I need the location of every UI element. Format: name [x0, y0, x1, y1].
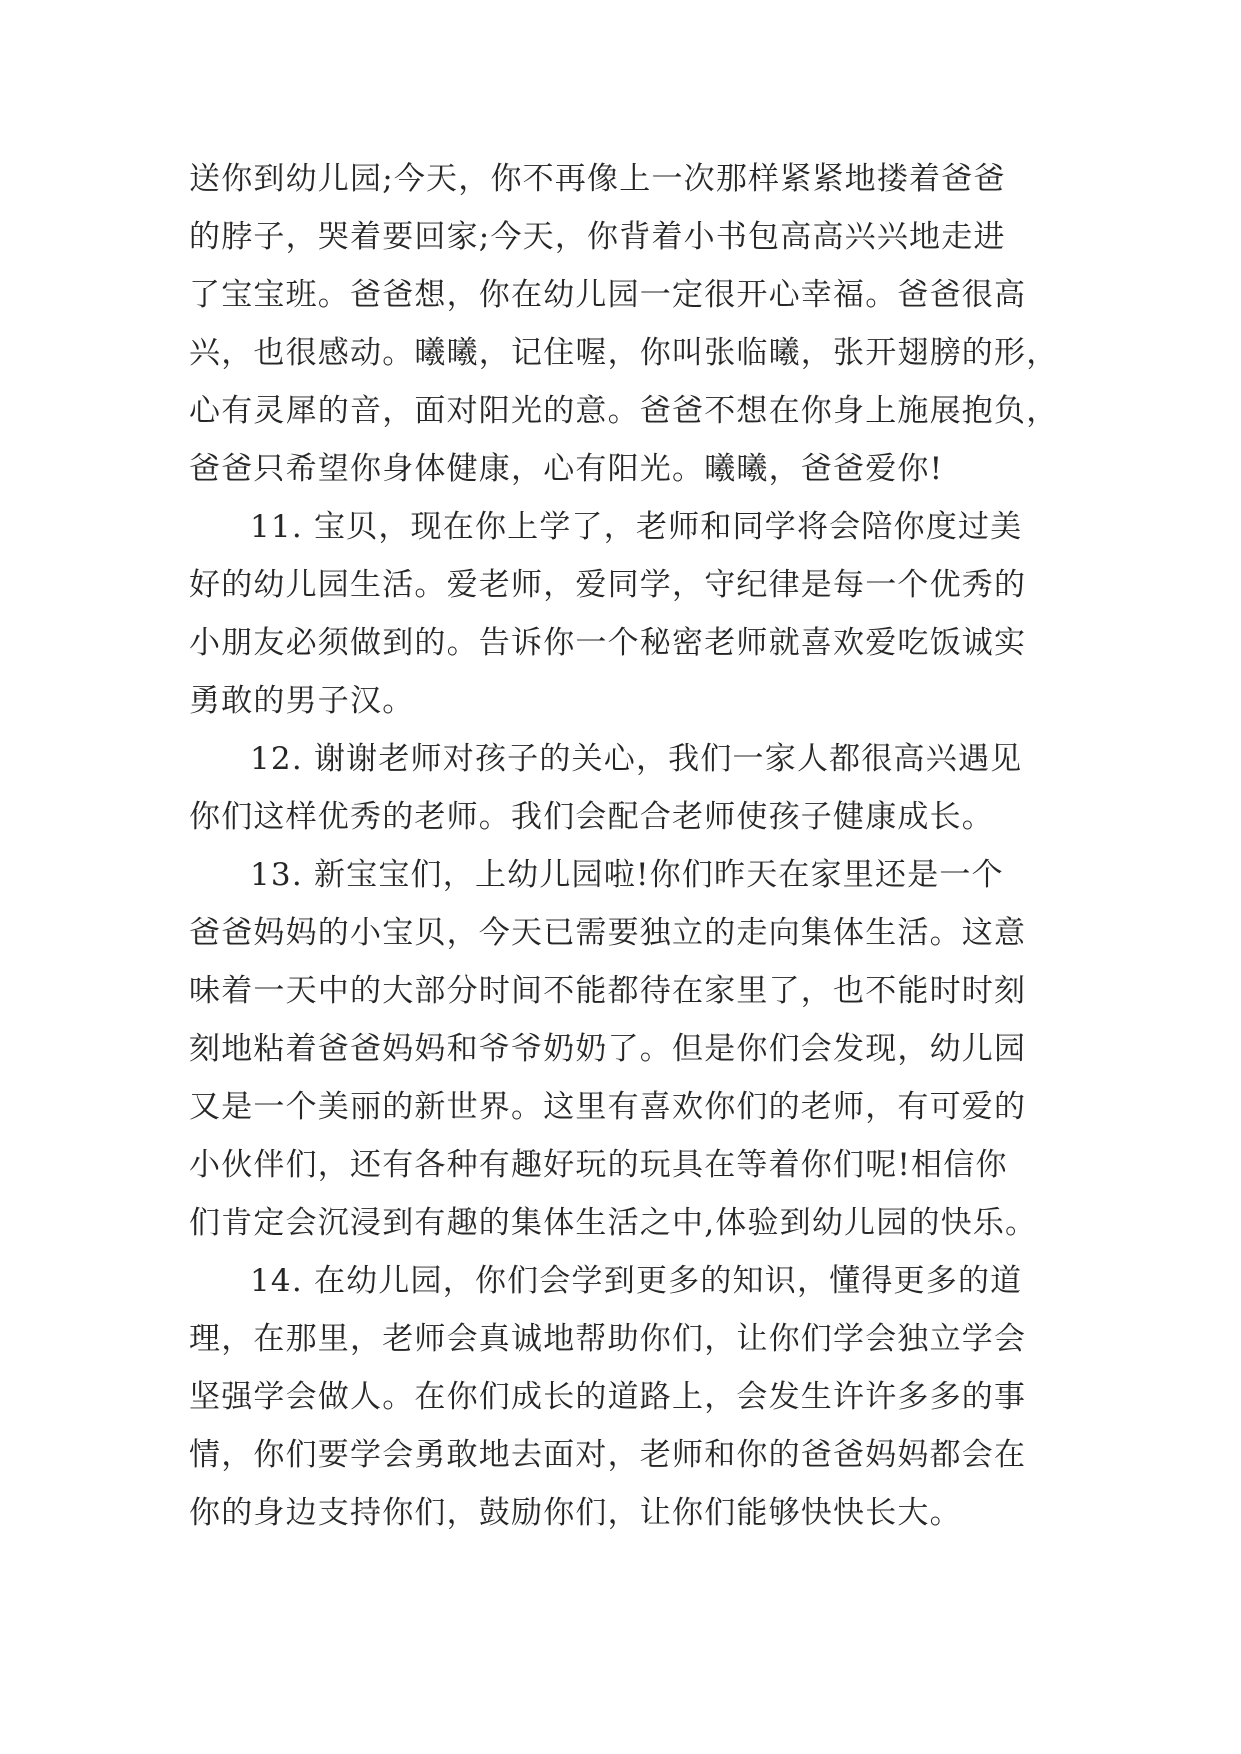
text-line: 心有灵犀的音，面对阳光的意。爸爸不想在你身上施展抱负，	[189, 393, 1059, 429]
text-line: 味着一天中的大部分时间不能都待在家里了，也不能时时刻	[189, 973, 1027, 1009]
paragraph-11-first-line: 11. 宝贝，现在你上学了，老师和同学将会陪你度过美	[250, 509, 1023, 545]
paragraph-14-first-line: 14. 在幼儿园，你们会学到更多的知识，懂得更多的道	[250, 1263, 1023, 1299]
text-line: 刻地粘着爸爸妈妈和爷爷奶奶了。但是你们会发现，幼儿园	[189, 1031, 1027, 1067]
text-line: 送你到幼儿园;今天，你不再像上一次那样紧紧地搂着爸爸	[189, 161, 1006, 197]
text-line: 理，在那里，老师会真诚地帮助你们，让你们学会独立学会	[189, 1321, 1027, 1357]
text-line: 坚强学会做人。在你们成长的道路上，会发生许许多多的事	[189, 1379, 1027, 1415]
paragraph-13-first-line: 13. 新宝宝们，上幼儿园啦!你们昨天在家里还是一个	[250, 857, 1004, 893]
text-line: 你的身边支持你们，鼓励你们，让你们能够快快长大。	[189, 1495, 962, 1531]
text-line: 情，你们要学会勇敢地去面对，老师和你的爸爸妈妈都会在	[189, 1437, 1027, 1473]
text-line: 你们这样优秀的老师。我们会配合老师使孩子健康成长。	[189, 799, 994, 835]
text-line: 爸爸只希望你身体健康，心有阳光。曦曦，爸爸爱你!	[189, 451, 944, 487]
text-line: 小伙伴们，还有各种有趣好玩的玩具在等着你们呢!相信你	[189, 1147, 1008, 1183]
text-line: 好的幼儿园生活。爱老师，爱同学，守纪律是每一个优秀的	[189, 567, 1027, 603]
text-line: 又是一个美丽的新世界。这里有喜欢你们的老师，有可爱的	[189, 1089, 1027, 1125]
text-line: 了宝宝班。爸爸想，你在幼儿园一定很开心幸福。爸爸很高	[189, 277, 1027, 313]
text-line: 们肯定会沉浸到有趣的集体生活之中,体验到幼儿园的快乐。	[189, 1205, 1038, 1241]
text-line: 勇敢的男子汉。	[189, 683, 415, 719]
text-line: 兴，也很感动。曦曦，记住喔，你叫张临曦，张开翅膀的形，	[189, 335, 1059, 371]
text-line: 小朋友必须做到的。告诉你一个秘密老师就喜欢爱吃饭诚实	[189, 625, 1027, 661]
text-line: 的脖子，哭着要回家;今天，你背着小书包高高兴兴地走进	[189, 219, 1006, 255]
paragraph-12-first-line: 12. 谢谢老师对孩子的关心，我们一家人都很高兴遇见	[250, 741, 1023, 777]
text-line: 爸爸妈妈的小宝贝，今天已需要独立的走向集体生活。这意	[189, 915, 1027, 951]
